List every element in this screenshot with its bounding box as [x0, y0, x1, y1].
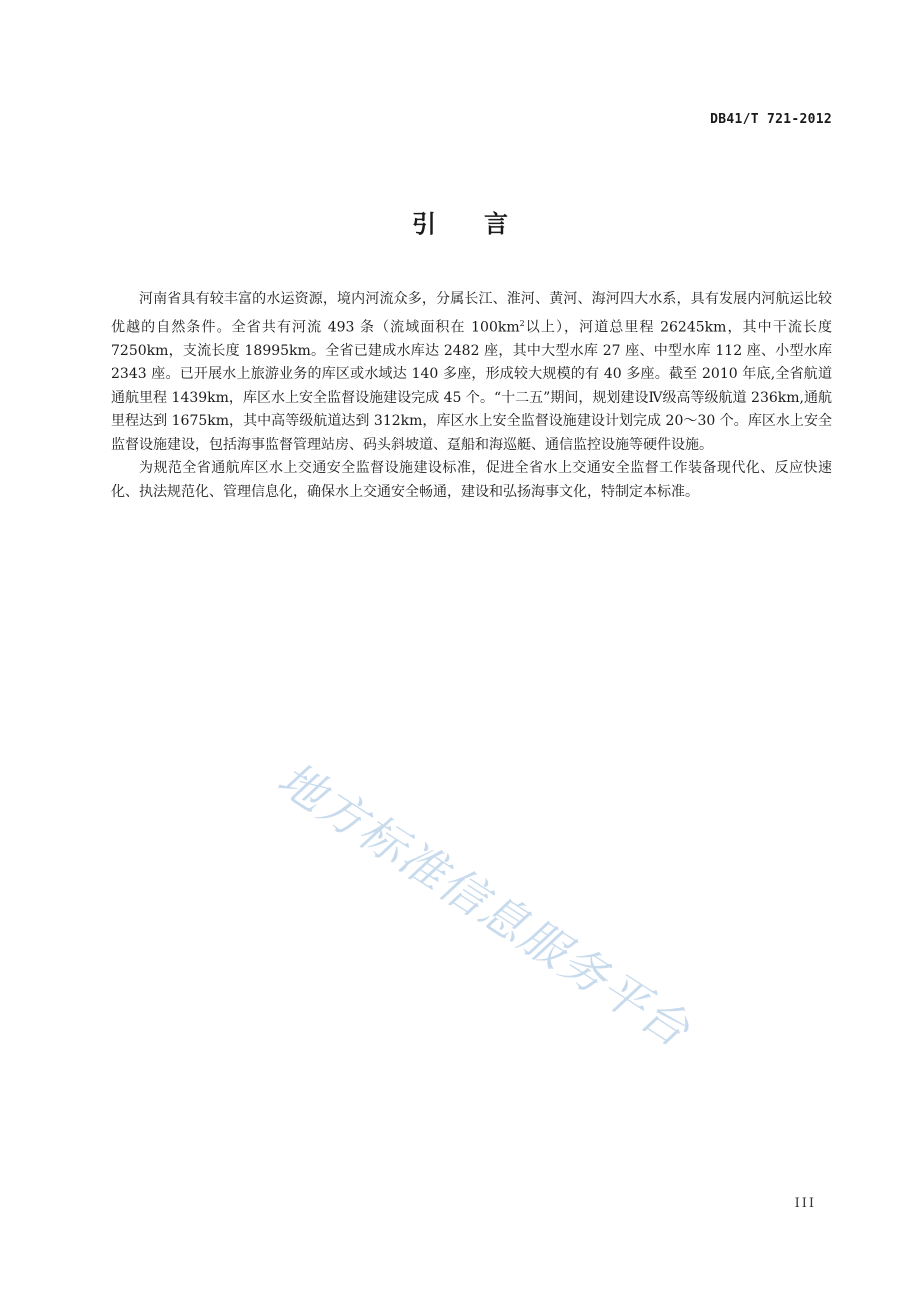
superscript-2: 2 — [519, 318, 525, 328]
paragraph-1-part-a: 河南省具有较丰富的水运资源，境内河流众多，分属长江、淮河、黄河、海河四大水系，具有发展内河航运比较优越的自然条件。全省共有河流 493 条（流域面积在 100km — [111, 291, 832, 336]
document-code: DB41/T 721-2012 — [710, 112, 832, 127]
paragraph-1-part-b: 以上），河道总里程 26245km，其中干流长度 7250km，支流长度 18995km。全省已建成水库达 2482 座，其中大型水库 27 座、中型水库 112 座、小型水库 2343 座。已开展水上旅游业务的库区或水域达 140 多座，形成较大规模的有 40 多座。截至 2010 年底,全省航道通航里程 1439km，库区水上安全监督设施建设完成 45 个。“十二五”期间，规划建设Ⅳ级高等级航道 236km,通航里程达到 1675km，其中高等级航道达到 312km，库区水上安全监督设施建设计划完成 20～30 个。库区水上安全监督设施建设，包括海事监督管理站房、码头斜坡道、趸船和海巡艇、通信监控设施等硬件设施。 — [111, 319, 832, 453]
watermark: 地方标准信息服务平台 — [268, 751, 701, 1058]
paragraph-2: 为规范全省通航库区水上交通安全监督设施建设标准，促进全省水上交通安全监督工作装备现代化、反应快速化、执法规范化、管理信息化，确保水上交通安全畅通，建设和弘扬海事文化，特制定本标准。 — [111, 460, 832, 500]
body-text — [111, 288, 832, 504]
page-number: III — [794, 1196, 816, 1211]
paragraph-1 — [111, 288, 832, 457]
page-title: 引言 — [412, 210, 556, 238]
